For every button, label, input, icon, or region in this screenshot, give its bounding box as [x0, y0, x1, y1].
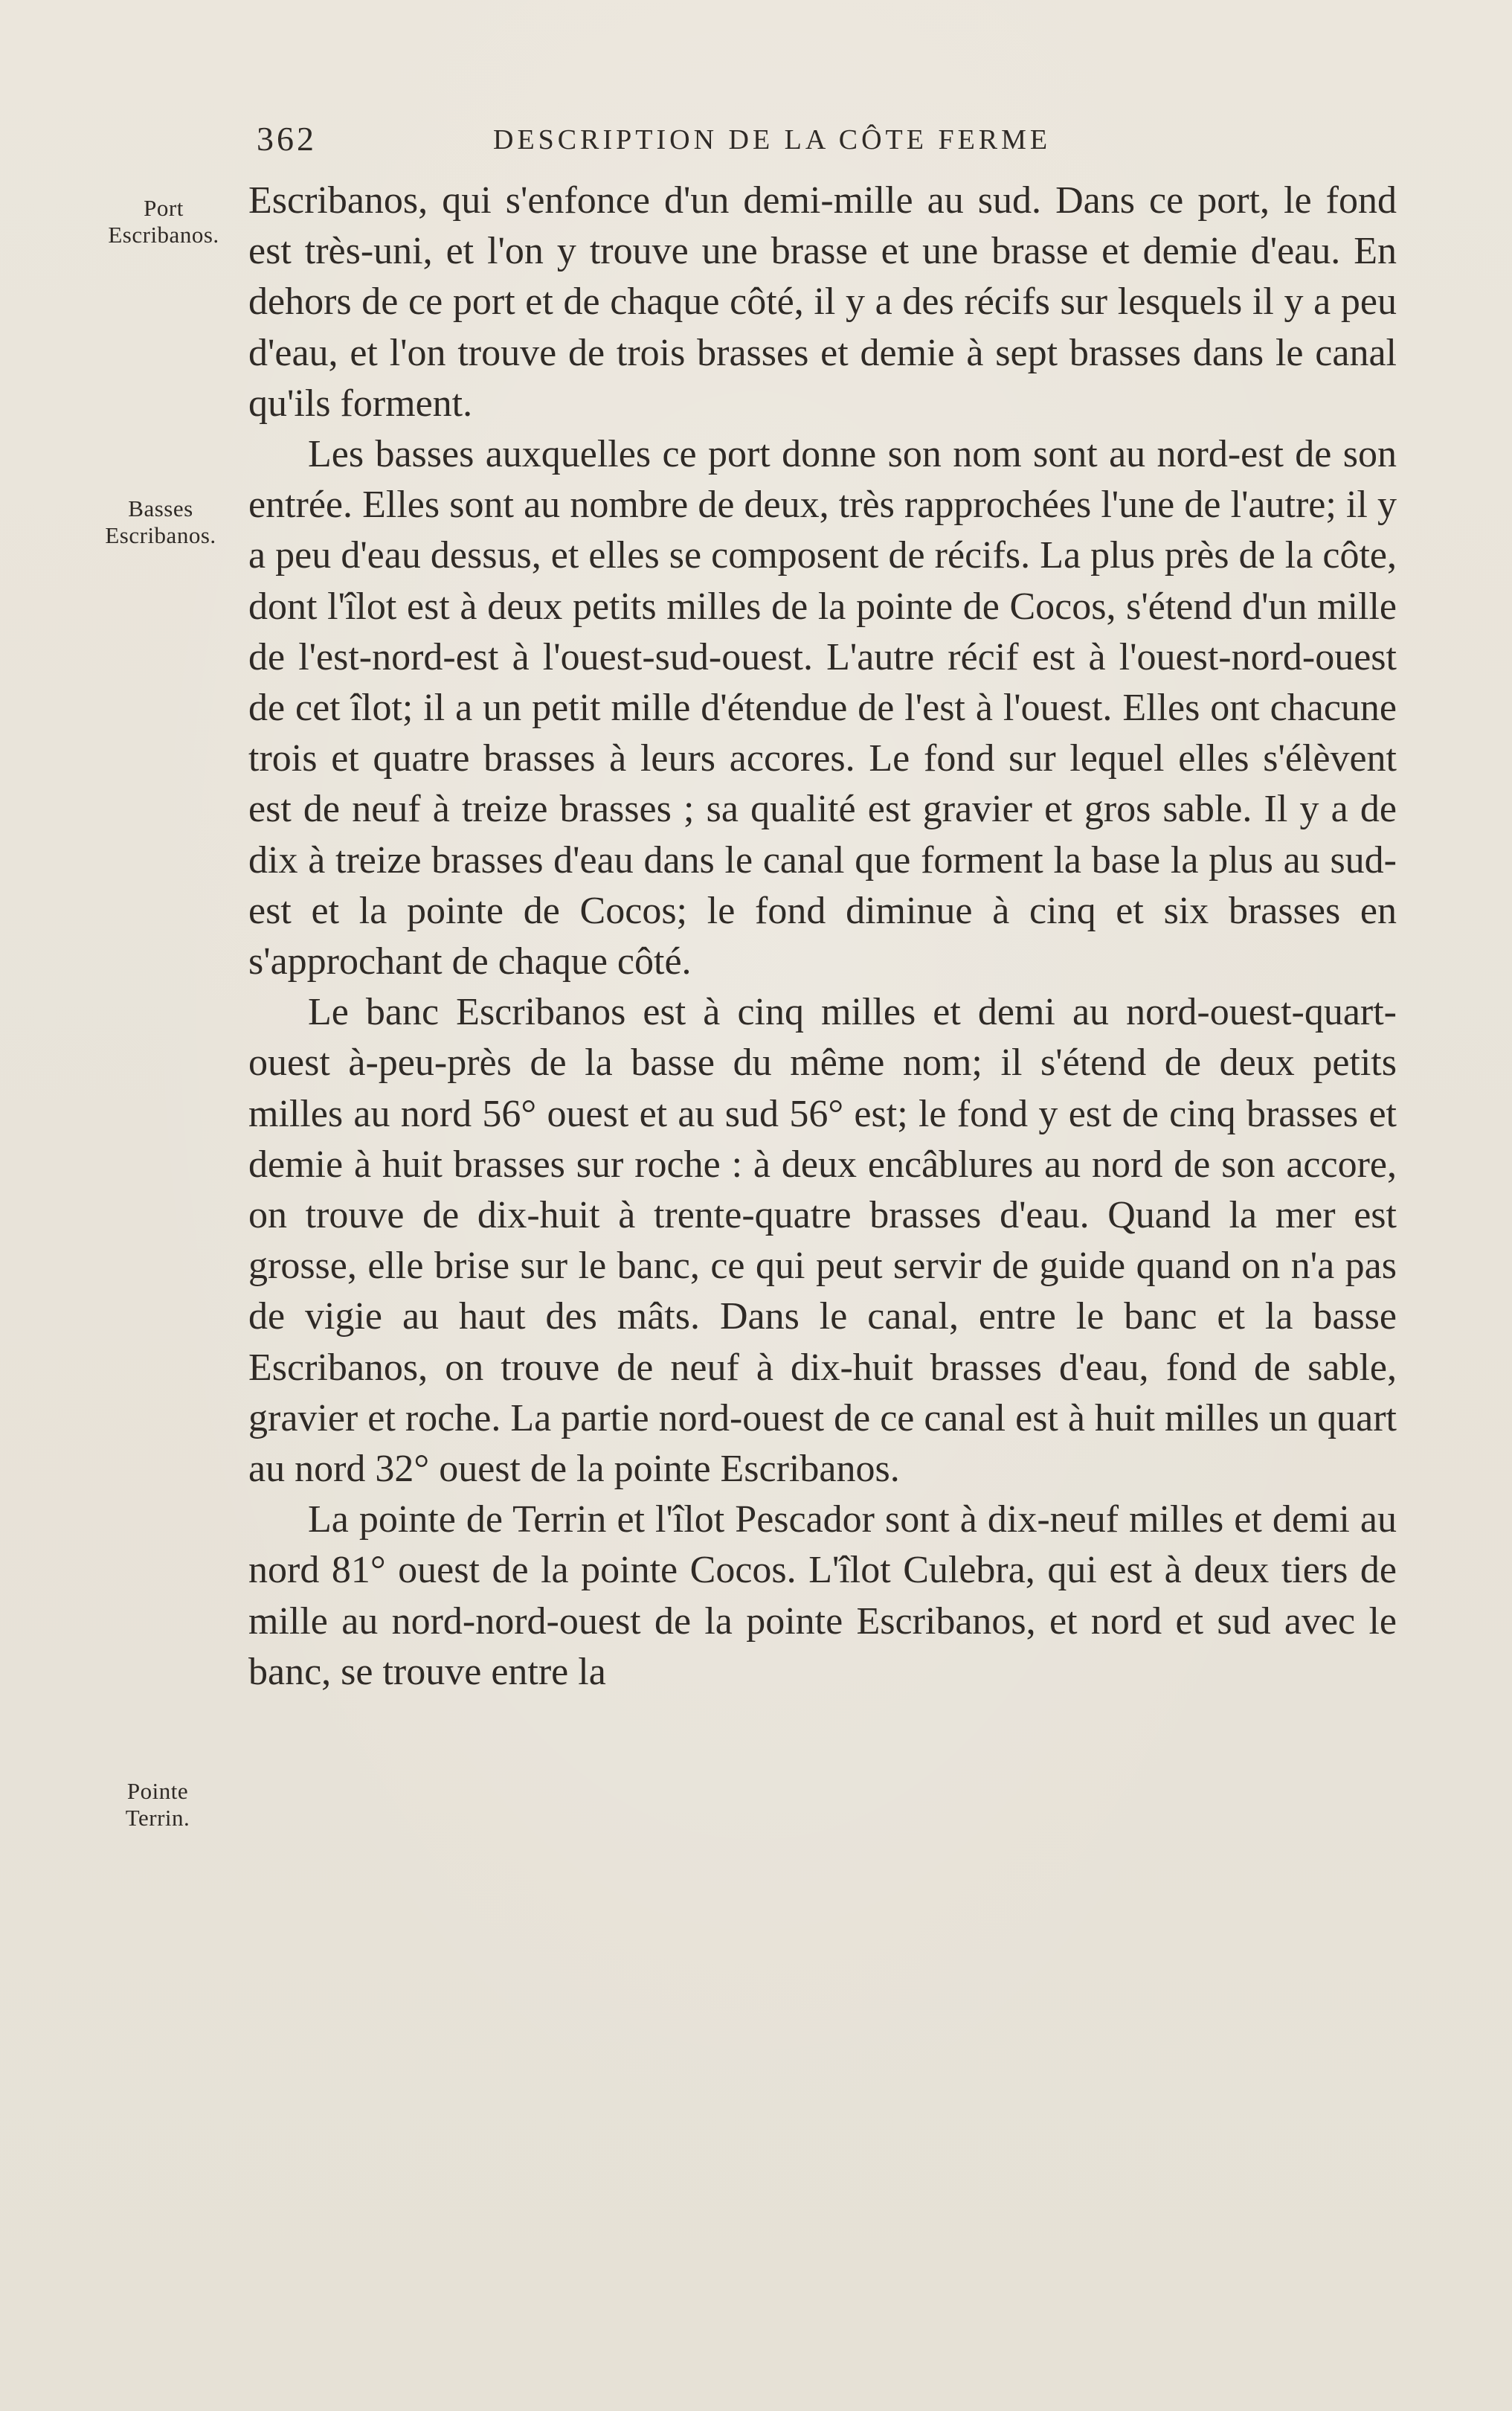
- running-title: DESCRIPTION DE LA CÔTE FERME: [493, 124, 1052, 155]
- margin-note-line: Terrin.: [125, 1805, 190, 1831]
- margin-note-line: Escribanos.: [105, 522, 216, 548]
- paragraph-basses-escribanos: Les basses auxquelles ce port donne son nom sont au nord-est de son entrée. Elles sont au nombre de deux, très rapprochées l'une de l'autre; il y a peu d'eau dessus, et elles se composent de récifs. La plus près de la côte, dont l'îlot est à deux petits milles de la pointe de Cocos, s'étend d'un mille de l'est-nord-est à l'ouest-sud-ouest. L'autre récif est à l'ouest-nord-ouest de cet îlot; il a un petit mille d'étendue de l'est à l'ouest. Elles ont chacune trois et quatre brasses à leurs accores. Le fond sur lequel elles s'élèvent est de neuf à treize brasses ; sa qualité est gravier et gros sable. Il y a de dix à treize brasses d'eau dans le canal que forment la base la plus au sud-est et la pointe de Cocos; le fond diminue à cinq et six brasses en s'approchant de chaque côté.: [248, 433, 1397, 983]
- body-text: [248, 176, 1397, 1698]
- running-head: [257, 119, 1216, 171]
- paragraph-pointe-terrin: La pointe de Terrin et l'îlot Pescador sont à dix-neuf milles et demi au nord 81° ouest de la pointe Cocos. L'îlot Culebra, qui est à deux tiers de mille au nord-nord-ouest de la pointe Escribanos, et nord et sud avec le banc, se trouve entre la: [248, 1498, 1397, 1693]
- margin-note-line: Escribanos.: [108, 222, 219, 248]
- page-number: 362: [257, 120, 317, 158]
- margin-note-pointe-terrin: [46, 1778, 269, 1831]
- paragraph-port-escribanos: Escribanos, qui s'enfonce d'un demi-mille au sud. Dans ce port, le fond est très-uni, et l'on y trouve une brasse et une brasse et demie d'eau. En dehors de ce port et de chaque côté, il y a des récifs sur lesquels il y a peu d'eau, et l'on trouve de trois brasses et demie à sept brasses dans le canal qu'ils forment.: [248, 179, 1397, 425]
- paragraph-banc-escribanos: Le banc Escribanos est à cinq milles et demi au nord-ouest-quart-ouest à-peu-près de la basse du même nom; il s'étend de deux petits milles au nord 56° ouest et au sud 56° est; le fond y est de cinq brasses et demie à huit brasses sur roche : à deux encâblures au nord de son accore, on trouve de dix-huit à trente-quatre brasses d'eau. Quand la mer est grosse, elle brise sur le banc, ce qui peut servir de guide quand on n'a pas de vigie au haut des mâts. Dans le canal, entre le banc et la basse Escribanos, on trouve de neuf à dix-huit brasses d'eau, fond de sable, gravier et roche. La partie nord-ouest de ce canal est à huit milles un quart au nord 32° ouest de la pointe Escribanos.: [248, 991, 1397, 1491]
- margin-note-port-escribanos: [52, 195, 275, 248]
- margin-note-line: Basses: [128, 495, 193, 521]
- margin-note-line: Port: [144, 195, 184, 221]
- margin-note-line: Pointe: [126, 1778, 189, 1804]
- margin-note-basses-escribanos: [49, 495, 272, 549]
